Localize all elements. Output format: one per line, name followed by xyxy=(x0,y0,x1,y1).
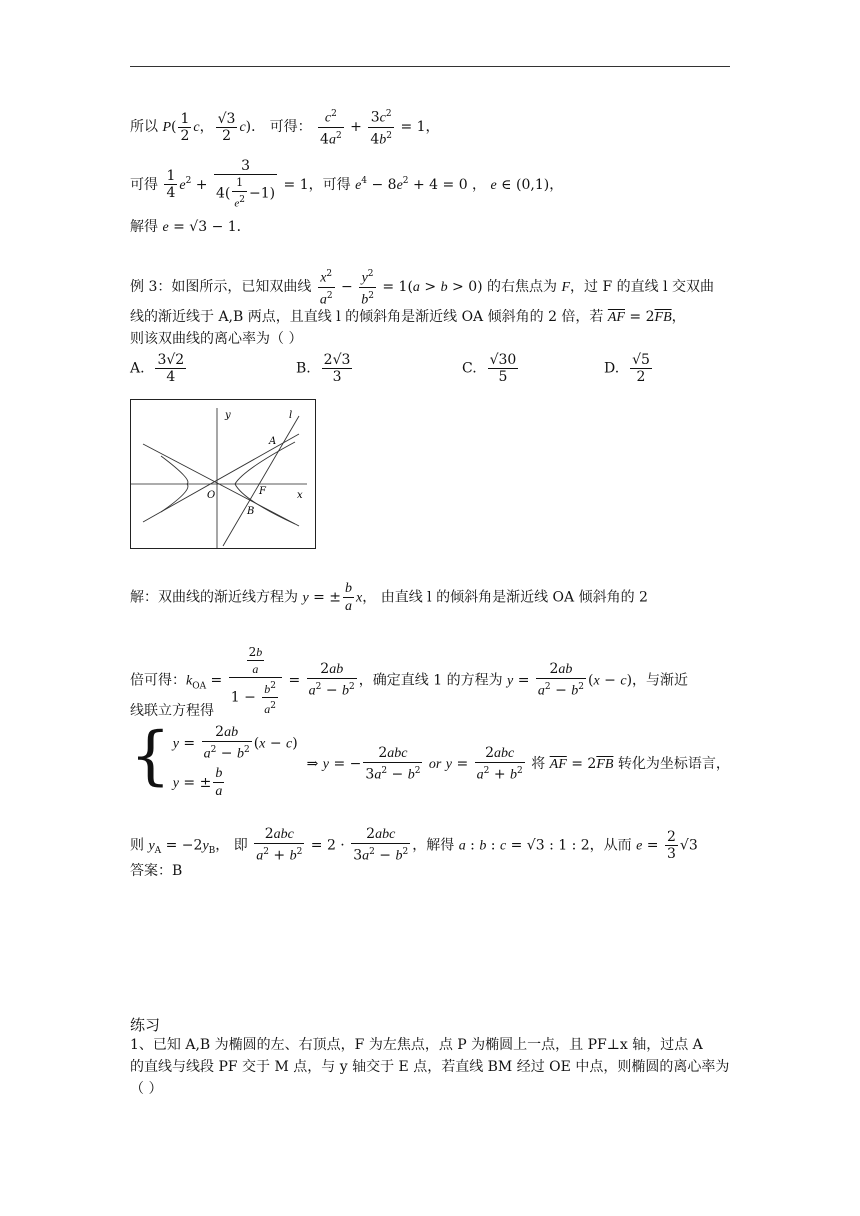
derivation-line-2: 可得 $\frac{1}{4}$ $e^2$ + 3 4( $\frac{1}{e^2}$ −1) = 1，可得 $e^4 - 8e^2 + 4 = 0$ ， e ∈ (0,1)， xyxy=(130,158,564,210)
example-line-1: 例 3：如图所示，已知双曲线 $\frac{x^2}{a^2}$ − $\frac{y^2}{b^2}$ = 1(a > b > 0) 的右焦点为 F，过 F 的直线 l 交双曲 xyxy=(130,266,714,308)
practice-q1-line-2: 的直线与线段 PF 交于 M 点，与 y 轴交于 E 点，若直线 BM 经过 OE 中点，则椭圆的离心率为 xyxy=(130,1059,730,1075)
option-d[interactable]: D. $\frac{√5}{2}$ xyxy=(604,352,650,385)
derivation-line-3: 解得 e = √3 − 1． xyxy=(130,219,251,235)
equation-system: { y = $\frac{2ab}{a^2 - b^2}$ (x − c) y = ± $\frac{b}{a}$ ⇒ y = − $\frac{\text{2abc}}{3a^2 - b^2}$ or y = $\frac{\text{2abc}}{a^2 + b^2}$ 将 $\overline{AF} = 2\overline{FB}$ 转化为坐标语言， xyxy=(130,719,730,800)
label-l: l xyxy=(289,410,293,421)
solution-line-1: 解：双曲线的渐近线方程为 y = ± $\frac{b}{a}$ x， 由直线 l 的倾斜角是渐近线 OA 倾斜角的 2 xyxy=(130,581,648,614)
option-a[interactable]: A. $\frac{3√2}{4}$ xyxy=(130,352,185,385)
practice-q1-line-3: （ ） xyxy=(130,1081,163,1097)
label-b: B xyxy=(247,506,255,517)
practice-title: 练习 xyxy=(130,1016,161,1034)
label-y: y xyxy=(225,410,231,421)
option-c[interactable]: C. $\frac{√30}{5}$ xyxy=(462,352,517,385)
answer: 答案：B xyxy=(130,863,183,879)
solution-line-2: 倍可得：$k_{OA}$ = $\frac{2b}{a}$ 1 − $\frac{b^2}{a^2}$ = $\frac{2ab}{a^2 - b^2}$ ，确定直线 1 的方程为 y = $\frac{2ab}{a^2 - b^2}$ (x − c)，与渐近 xyxy=(130,645,689,716)
practice-q1-line-1: 1、已知 A,B 为椭圆的左、右顶点，F 为左焦点，点 P 为椭圆上一点，且 PF⊥x 轴，过点 A xyxy=(130,1037,703,1053)
line-l xyxy=(223,416,299,546)
example-line-3: 则该双曲线的离心率为（ ） xyxy=(130,331,303,347)
label-x: x xyxy=(297,490,303,501)
label-o: O xyxy=(207,490,216,501)
example-line-2: 线的渐近线于 A,B 两点，且直线 l 的倾斜角是渐近线 OA 倾斜角的 2 倍，若 $\overline{AF} = 2\overline{FB}$， xyxy=(130,309,686,325)
option-b[interactable]: B. $\frac{2√3}{3}$ xyxy=(296,352,351,385)
label-f: F xyxy=(259,486,266,497)
label-a: A xyxy=(269,436,277,447)
hyperbola-figure xyxy=(130,399,316,549)
hyperbola-right-branch xyxy=(235,442,295,524)
asymptote-oa xyxy=(143,434,299,522)
header-rule xyxy=(130,66,730,67)
solution-line-3: 线联立方程得 xyxy=(130,703,214,719)
solution-line-5: 则 $y_A = -2y_B$， 即 $\frac{\text{2abc}}{a^2 + b^2}$ = 2 · $\frac{\text{2abc}}{3a^2 - b^2}$ ，解得 a : b : c = √3 : 1 : 2，从而 e = $\frac{2}{3}$ √3 xyxy=(130,826,698,864)
derivation-line-1: 所以 P( $\frac{1}{2}$ c， $\frac{√3}{2}$ c)． 可得： $\frac{c^2}{4a^2}$ + $\frac{3c^2}{4b^2}$ = 1， xyxy=(130,106,440,148)
